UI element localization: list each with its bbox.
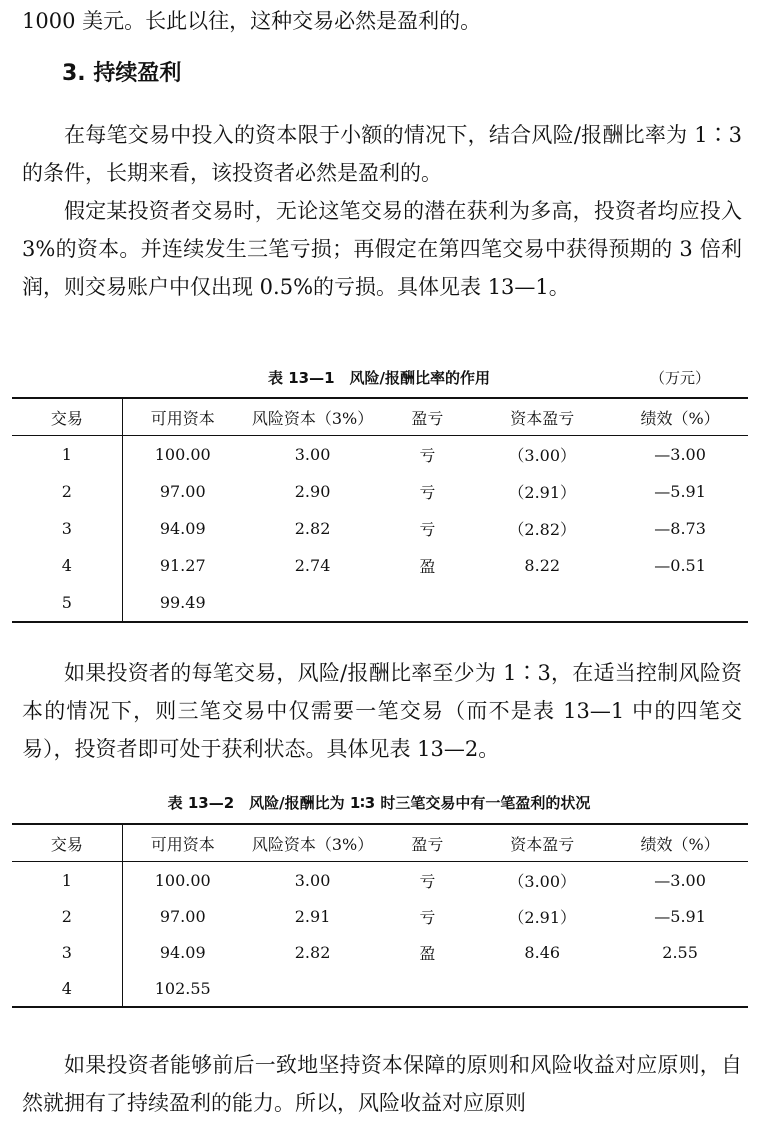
table-cell: 2.91 <box>294 906 331 926</box>
table-cell: （2.82） <box>508 520 577 539</box>
table-row <box>12 547 748 584</box>
table1-unit: （万元） <box>649 369 710 387</box>
table-cell <box>612 970 748 1007</box>
table-cell: 盈 <box>419 943 436 963</box>
table1-header-cell: 可用资本 <box>150 408 215 428</box>
table2-header-cell: 绩效（%） <box>640 834 720 854</box>
table-row <box>12 473 748 510</box>
table-cell <box>472 970 612 1007</box>
table1-header-cell: 盈亏 <box>411 408 444 428</box>
table-cell: 3 <box>12 934 122 970</box>
table-cell: 亏 <box>419 871 436 891</box>
table-cell: 8.46 <box>524 942 561 962</box>
paragraph-conclusion: 如果投资者能够前后一致地坚持资本保障的原则和风险收益对应原则，自然就拥有了持续盈利的能力。所以，风险收益对应原则 <box>22 1053 742 1115</box>
table-cell: （2.91） <box>508 483 577 502</box>
table2-header-cell: 可用资本 <box>150 834 215 854</box>
table-row <box>12 436 748 474</box>
table1 <box>12 397 748 623</box>
table-cell: 4 <box>12 547 122 584</box>
paragraph-continuation: 1000 美元。长此以往，这种交易必然是盈利的。 <box>22 9 482 33</box>
table-cell <box>243 970 383 1007</box>
table1-caption: 表 13—1 风险/报酬比率的作用 <box>267 369 490 387</box>
table-cell: 2.74 <box>294 556 331 575</box>
table2-header-cell: 交易 <box>12 824 122 862</box>
table-cell: 99.49 <box>159 593 206 612</box>
table-cell: 2.82 <box>294 519 331 538</box>
table-row <box>12 934 748 970</box>
table-cell: —3.00 <box>654 445 706 464</box>
table-cell: 亏 <box>419 483 436 502</box>
table-cell: —3.00 <box>654 870 706 890</box>
table-cell: 97.00 <box>159 482 206 501</box>
paragraph-risk-reward: 在每笔交易中投入的资本限于小额的情况下，结合风险/报酬比率为 1∶3 的条件，长期来看，该投资者必然是盈利的。 <box>22 123 742 185</box>
paragraph-if-investor: 如果投资者的每笔交易，风险/报酬比率至少为 1∶3，在适当控制风险资本的情况下，则三笔交易中仅需要一笔交易（而不是表 13—1 中的四笔交易），投资者即可处于获利状态。具体见表 13—2。 <box>22 661 742 761</box>
table-cell: 102.55 <box>154 978 211 998</box>
table-cell: 100.00 <box>154 870 211 890</box>
table-cell: 亏 <box>419 446 436 465</box>
table-cell: 3 <box>12 510 122 547</box>
table-cell <box>243 584 383 622</box>
table-cell: 亏 <box>419 520 436 539</box>
table-cell: 100.00 <box>154 445 211 464</box>
table-cell: —8.73 <box>654 519 706 538</box>
table-cell: 8.22 <box>524 556 561 575</box>
table-row <box>12 862 748 899</box>
paragraph-assumption: 假定某投资者交易时，无论这笔交易的潜在获利为多高，投资者均应投入 3%的资本。并连续发生三笔亏损；再假定在第四笔交易中获得预期的 3 倍利润，则交易账户中仅出现 0.5%的亏损。具体见表 13—1。 <box>22 199 742 299</box>
table1-header-cell: 绩效（%） <box>640 408 720 428</box>
table1-header-cell: 风险资本（3%） <box>251 408 374 428</box>
table-cell: 2.82 <box>294 942 331 962</box>
table-cell: （3.00） <box>508 446 577 465</box>
table2-header-cell: 资本盈亏 <box>510 834 575 854</box>
table-cell: 2 <box>12 473 122 510</box>
table-cell: 3.00 <box>294 445 331 464</box>
table2-caption: 表 13—2 风险/报酬比为 1∶3 时三笔交易中有一笔盈利的状况 <box>167 794 591 812</box>
table-cell: 3.00 <box>294 870 331 890</box>
section-heading: 3. 持续盈利 <box>62 61 182 86</box>
table-cell: —5.91 <box>654 906 706 926</box>
table-cell: 2.55 <box>662 942 698 962</box>
table-cell <box>612 584 748 622</box>
table-row <box>12 970 748 1007</box>
table-cell: 1 <box>12 862 122 899</box>
table-cell: —0.51 <box>654 556 706 575</box>
table-cell: 91.27 <box>159 556 206 575</box>
table-row <box>12 584 748 622</box>
table-cell: 亏 <box>419 907 436 927</box>
table2-header-cell: 盈亏 <box>411 834 444 854</box>
table-cell: 2.90 <box>294 482 331 501</box>
table-row <box>12 510 748 547</box>
table-cell <box>472 584 612 622</box>
table-cell: （2.91） <box>508 907 577 927</box>
table2 <box>12 823 748 1008</box>
table-cell: 97.00 <box>159 906 206 926</box>
table-cell: 盈 <box>419 557 436 576</box>
table-cell: （3.00） <box>508 871 577 891</box>
table-cell <box>382 584 472 622</box>
table1-header-cell: 交易 <box>12 398 122 436</box>
table-cell: —5.91 <box>654 482 706 501</box>
table-cell: 94.09 <box>159 519 206 538</box>
table2-header-cell: 风险资本（3%） <box>251 834 374 854</box>
table1-header-row <box>12 398 748 436</box>
table-cell: 94.09 <box>159 942 206 962</box>
table-cell: 5 <box>12 584 122 622</box>
table-cell: 4 <box>12 970 122 1007</box>
table2-header-row <box>12 824 748 862</box>
table-cell: 2 <box>12 898 122 934</box>
table1-header-cell: 资本盈亏 <box>510 408 575 428</box>
table-row <box>12 898 748 934</box>
table-cell: 1 <box>12 436 122 474</box>
table-cell <box>382 970 472 1007</box>
